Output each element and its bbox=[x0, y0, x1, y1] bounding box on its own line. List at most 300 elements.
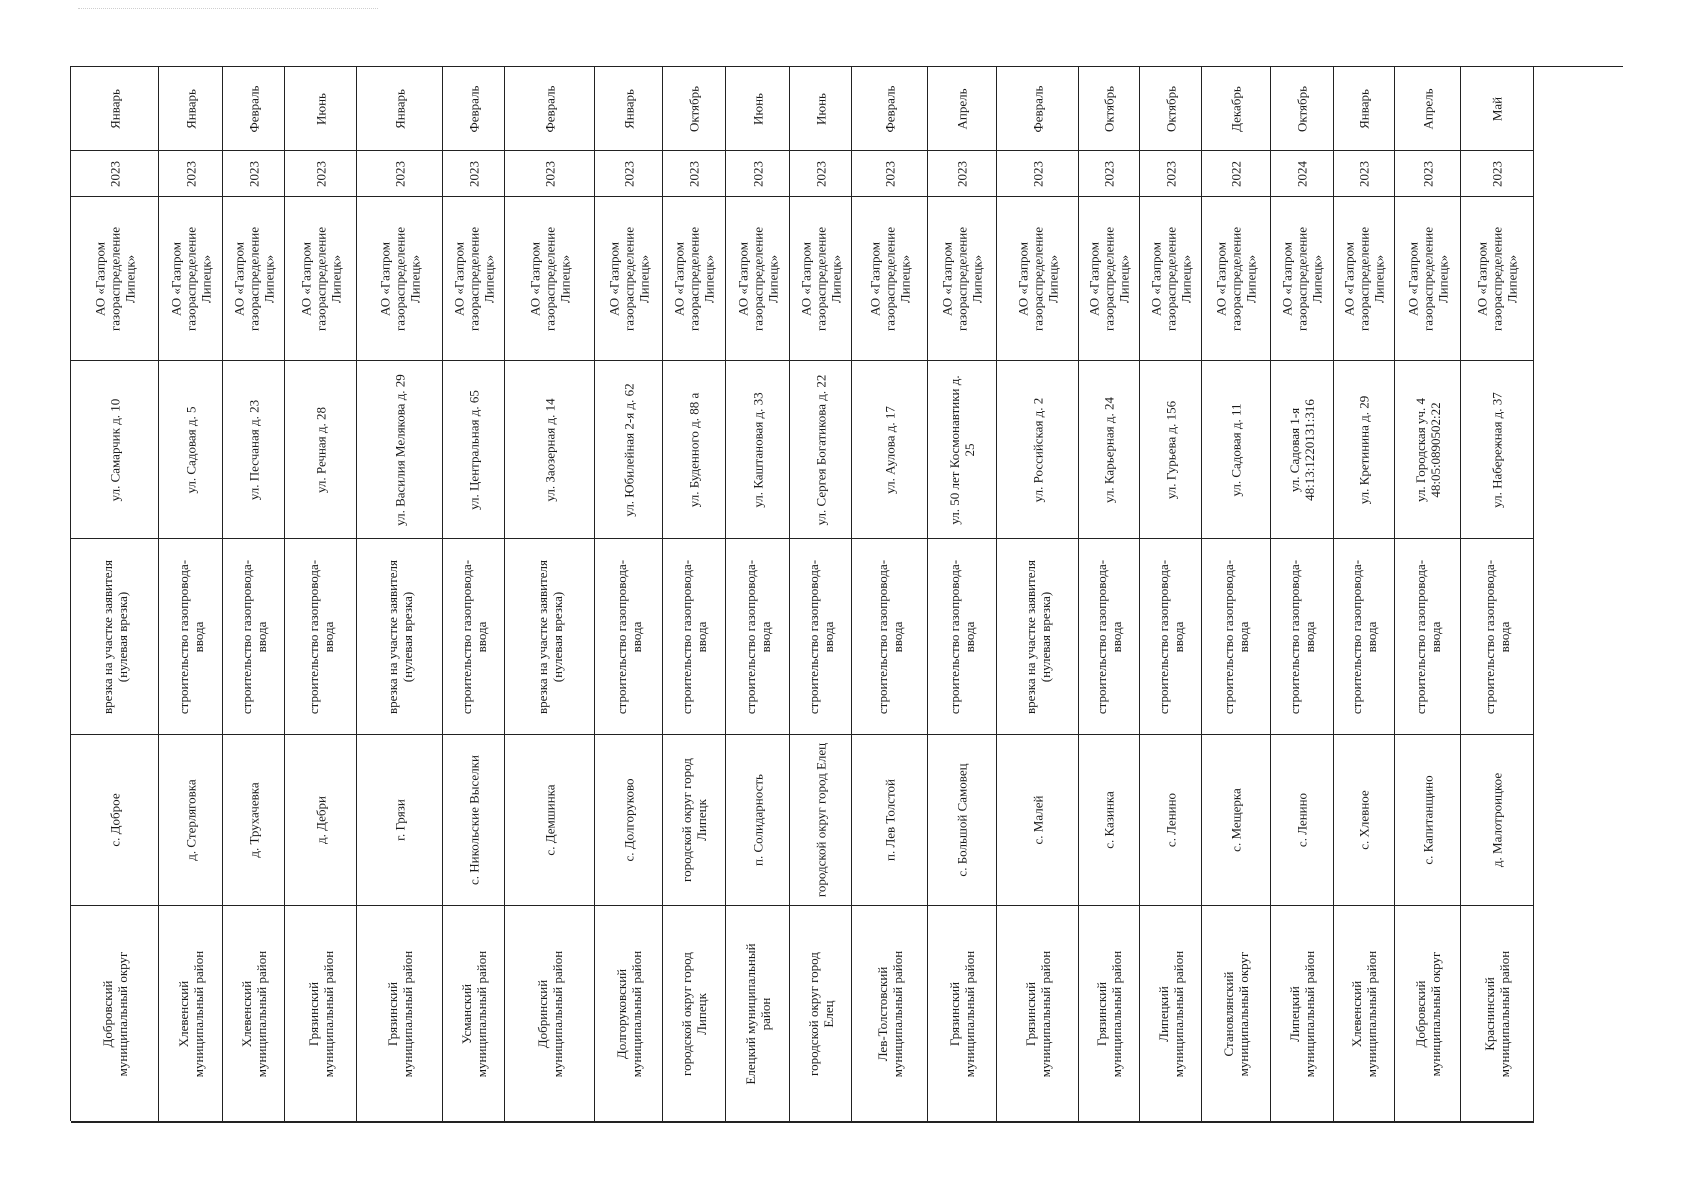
district-cell bbox=[997, 906, 1079, 1122]
work-type-cell-text: строительство газопровода-ввода bbox=[742, 559, 773, 714]
district-cell bbox=[1140, 906, 1202, 1122]
district-cell-text: Лев-Толстовский муниципальный район bbox=[874, 950, 905, 1077]
district-cell bbox=[1079, 906, 1140, 1122]
row-number-cell bbox=[443, 1122, 505, 1123]
row-number-cell bbox=[71, 1122, 159, 1123]
month-cell bbox=[1395, 67, 1461, 151]
year-cell bbox=[71, 151, 159, 197]
row-number-cell bbox=[928, 1122, 997, 1123]
address-cell bbox=[1140, 361, 1202, 539]
district-cell bbox=[1202, 906, 1271, 1122]
month-cell bbox=[726, 67, 790, 151]
row-number-cell-text bbox=[687, 1122, 702, 1123]
organization-cell-text: АО «Газпром газораспределение Липецк» bbox=[1213, 226, 1259, 331]
locality-cell-text: с. Мещерка bbox=[1228, 788, 1244, 852]
district-cell-text: Хлевенский муниципальный район bbox=[175, 950, 206, 1077]
year-cell bbox=[595, 151, 663, 197]
month-cell bbox=[790, 67, 852, 151]
district-cell-text: Долгоруковский муниципальный район bbox=[613, 950, 644, 1077]
work-type-cell-text: строительство газопровода-ввода bbox=[874, 559, 905, 714]
row-number-cell bbox=[1271, 1122, 1334, 1123]
organization-cell-text: АО «Газпром газораспределение Липецк» bbox=[168, 226, 213, 331]
organization-cell-text: АО «Газпром газораспределение Липецк» bbox=[1148, 226, 1193, 331]
month-cell bbox=[1079, 67, 1140, 151]
organization-cell-text: АО «Газпром газораспределение Липецк» bbox=[1474, 226, 1520, 331]
locality-cell-text: д. Дебри bbox=[313, 796, 328, 844]
organization-cell bbox=[852, 197, 928, 361]
organization-cell-text: АО «Газпром газораспределение Липецк» bbox=[377, 226, 422, 331]
locality-cell bbox=[663, 735, 726, 906]
district-cell-text: Грязинский муниципальный район bbox=[305, 950, 336, 1077]
row-number-cell-text bbox=[542, 1122, 557, 1123]
row-number-cell bbox=[663, 1122, 726, 1123]
work-type-cell bbox=[1079, 539, 1140, 735]
month-cell-text: Январь bbox=[183, 88, 198, 129]
locality-cell bbox=[1202, 735, 1271, 906]
month-cell-text: Октябрь bbox=[1294, 85, 1310, 132]
year-cell-text: 2023 bbox=[686, 160, 702, 187]
locality-cell-text: городской округ город Елец bbox=[813, 742, 828, 898]
work-type-cell bbox=[1461, 539, 1534, 735]
row-number-cell bbox=[1461, 1122, 1534, 1123]
locality-cell-text: с. Ленино bbox=[1294, 792, 1310, 848]
district-cell-text: Добринский муниципальный район bbox=[534, 950, 565, 1077]
month-cell-text: Февраль bbox=[542, 85, 557, 132]
address-cell-text: ул. Садовая д. 11 bbox=[1228, 402, 1244, 497]
month-cell bbox=[595, 67, 663, 151]
organization-cell bbox=[1461, 197, 1534, 361]
address-cell-text: ул. Песчаная д. 23 bbox=[246, 399, 261, 500]
work-type-cell-text: врезка на участке заявителя (нулевая врезка) bbox=[384, 559, 415, 714]
table-row bbox=[285, 67, 357, 1123]
year-cell-text: 2023 bbox=[813, 160, 828, 187]
month-cell bbox=[928, 67, 997, 151]
work-type-cell-text: строительство газопровода-ввода bbox=[1349, 559, 1379, 714]
locality-cell bbox=[997, 735, 1079, 906]
month-cell bbox=[285, 67, 357, 151]
work-type-cell-text: строительство газопровода-ввода bbox=[458, 559, 489, 714]
address-cell-text: ул. Буденного д. 88 а bbox=[686, 392, 702, 507]
district-cell-text: Грязинский муниципальный район bbox=[1094, 950, 1124, 1077]
year-cell bbox=[790, 151, 852, 197]
table-row bbox=[997, 67, 1079, 1123]
organization-cell bbox=[1271, 197, 1334, 361]
work-type-cell bbox=[997, 539, 1079, 735]
work-type-cell bbox=[928, 539, 997, 735]
row-number-cell-text bbox=[313, 1122, 328, 1123]
year-cell bbox=[285, 151, 357, 197]
month-cell bbox=[1461, 67, 1534, 151]
month-cell-text: Октябрь bbox=[686, 85, 702, 132]
month-cell-text: Июнь bbox=[313, 92, 328, 125]
table-row bbox=[1334, 67, 1395, 1123]
locality-cell bbox=[790, 735, 852, 906]
locality-cell bbox=[1395, 735, 1461, 906]
district-cell-text: Становлянский муниципальный округ bbox=[1221, 951, 1251, 1076]
organization-cell bbox=[285, 197, 357, 361]
locality-cell-text: городской округ город Липецк bbox=[679, 758, 709, 882]
organization-cell-text: АО «Газпром газораспределение Липецк» bbox=[527, 226, 572, 331]
row-number-cell bbox=[790, 1122, 852, 1123]
district-cell-text: Грязинский муниципальный район bbox=[947, 950, 977, 1077]
row-number-cell bbox=[595, 1122, 663, 1123]
district-cell bbox=[159, 906, 223, 1122]
year-cell bbox=[1461, 151, 1534, 197]
locality-cell-text: п. Солидарность bbox=[750, 774, 765, 866]
table-row bbox=[1271, 67, 1334, 1123]
organization-cell bbox=[1079, 197, 1140, 361]
work-type-cell-text: строительство газопровода-ввода bbox=[305, 559, 336, 714]
scan-artifact bbox=[78, 8, 378, 13]
month-cell bbox=[663, 67, 726, 151]
row-number-cell-text bbox=[1030, 1122, 1045, 1123]
locality-cell-text: с. Малей bbox=[1030, 795, 1045, 845]
locality-cell bbox=[443, 735, 505, 906]
row-number-cell-text bbox=[107, 1122, 122, 1123]
locality-cell-text: с. Большой Самовец bbox=[954, 763, 970, 877]
work-type-cell bbox=[285, 539, 357, 735]
district-cell-text: Добровский муниципальный округ bbox=[99, 951, 130, 1076]
locality-cell-text: с. Капитанщино bbox=[1420, 775, 1435, 865]
work-type-cell-text: строительство газопровода-ввода bbox=[805, 559, 836, 714]
row-number-cell bbox=[997, 1122, 1079, 1123]
row-number-cell bbox=[1334, 1122, 1395, 1123]
month-cell-text: Июнь bbox=[750, 92, 765, 125]
year-cell-text: 2023 bbox=[1356, 160, 1372, 187]
district-cell bbox=[726, 906, 790, 1122]
work-type-cell bbox=[726, 539, 790, 735]
table-row bbox=[726, 67, 790, 1123]
row-number-cell bbox=[1202, 1122, 1271, 1123]
table-row bbox=[1079, 67, 1140, 1123]
work-type-cell-text: строительство газопровода-ввода bbox=[613, 559, 644, 714]
organization-cell-text: АО «Газпром газораспределение Липецк» bbox=[231, 226, 276, 331]
district-cell bbox=[852, 906, 928, 1122]
organization-cell-text: АО «Газпром газораспределение Липецк» bbox=[735, 226, 780, 331]
address-cell-text: ул. Российская д. 2 bbox=[1030, 397, 1045, 502]
organization-cell-text: АО «Газпром газораспределение Липецк» bbox=[298, 226, 343, 331]
row-number-cell-text bbox=[955, 1122, 970, 1123]
locality-cell bbox=[1334, 735, 1395, 906]
work-type-cell-text: строительство газопровода-ввода bbox=[1094, 559, 1124, 714]
locality-cell-text: с. Никольские Выселки bbox=[466, 755, 481, 885]
address-cell bbox=[71, 361, 159, 539]
month-cell-text: Июнь bbox=[813, 92, 828, 125]
work-type-cell bbox=[357, 539, 443, 735]
organization-cell bbox=[223, 197, 285, 361]
year-cell-text: 2022 bbox=[1228, 160, 1244, 187]
address-cell bbox=[997, 361, 1079, 539]
work-type-cell-text: строительство газопровода-ввода bbox=[238, 559, 269, 714]
year-cell bbox=[852, 151, 928, 197]
year-cell-text: 2023 bbox=[246, 160, 261, 187]
address-cell-text: ул. 50 лет Космонавтики д. 25 bbox=[947, 374, 977, 525]
year-cell bbox=[726, 151, 790, 197]
organization-cell-text: АО «Газпром газораспределение Липецк» bbox=[671, 226, 717, 331]
table-row bbox=[159, 67, 223, 1123]
month-cell bbox=[71, 67, 159, 151]
address-cell bbox=[1334, 361, 1395, 539]
organization-cell bbox=[1202, 197, 1271, 361]
year-cell bbox=[159, 151, 223, 197]
table-row bbox=[443, 67, 505, 1123]
address-cell bbox=[505, 361, 595, 539]
address-cell-text: ул. Гурьева д. 156 bbox=[1163, 400, 1178, 499]
address-cell bbox=[443, 361, 505, 539]
district-cell bbox=[595, 906, 663, 1122]
district-cell-text: Грязинский муниципальный район bbox=[384, 950, 415, 1077]
locality-cell bbox=[357, 735, 443, 906]
row-number-cell-text bbox=[1102, 1122, 1117, 1123]
year-cell-text: 2023 bbox=[107, 160, 122, 187]
month-cell-text: Октябрь bbox=[1163, 85, 1178, 132]
year-cell bbox=[1140, 151, 1202, 197]
year-cell bbox=[223, 151, 285, 197]
locality-cell-text: с. Долгоруково bbox=[621, 778, 636, 862]
district-cell bbox=[505, 906, 595, 1122]
work-type-cell-text: строительство газопровода-ввода bbox=[1412, 559, 1443, 714]
row-number-cell-text bbox=[621, 1122, 636, 1123]
row-number-cell-text bbox=[813, 1122, 828, 1123]
month-cell-text: Январь bbox=[392, 88, 407, 129]
year-cell bbox=[443, 151, 505, 197]
month-cell-text: Май bbox=[1489, 96, 1505, 121]
locality-cell bbox=[285, 735, 357, 906]
district-cell-text: Грязинский муниципальный район bbox=[1022, 950, 1053, 1077]
address-cell-text: ул. Садовая 1-я 48:13:1220131:316 bbox=[1287, 398, 1317, 501]
month-cell bbox=[443, 67, 505, 151]
row-number-cell-text bbox=[750, 1122, 765, 1123]
year-cell bbox=[357, 151, 443, 197]
table-row bbox=[1461, 67, 1534, 1123]
work-type-cell bbox=[790, 539, 852, 735]
year-cell bbox=[1202, 151, 1271, 197]
work-type-cell bbox=[1395, 539, 1461, 735]
organization-cell bbox=[443, 197, 505, 361]
month-cell-text: Февраль bbox=[246, 85, 261, 132]
organization-cell bbox=[505, 197, 595, 361]
organization-cell-text: АО «Газпром газораспределение Липецк» bbox=[606, 226, 651, 331]
address-cell bbox=[1271, 361, 1334, 539]
organization-cell bbox=[928, 197, 997, 361]
organization-cell bbox=[663, 197, 726, 361]
row-number-cell-text bbox=[392, 1122, 407, 1123]
row-number-cell bbox=[1079, 1122, 1140, 1123]
year-cell-text: 2023 bbox=[1420, 160, 1435, 187]
locality-cell-text: п. Лев Толстой bbox=[882, 779, 897, 861]
address-cell bbox=[1461, 361, 1534, 539]
work-type-cell bbox=[1140, 539, 1202, 735]
work-type-cell bbox=[1334, 539, 1395, 735]
address-cell-text: ул. Речная д. 28 bbox=[313, 406, 328, 493]
organization-cell bbox=[790, 197, 852, 361]
month-cell bbox=[1202, 67, 1271, 151]
row-number-cell-text bbox=[1420, 1122, 1435, 1123]
organization-cell bbox=[1334, 197, 1395, 361]
row-number-cell bbox=[1140, 1122, 1202, 1123]
row-number-cell bbox=[1395, 1122, 1461, 1123]
work-type-cell-text: врезка на участке заявителя (нулевая врезка) bbox=[99, 559, 130, 714]
address-cell bbox=[663, 361, 726, 539]
row-number-cell-text bbox=[882, 1122, 897, 1123]
month-cell bbox=[505, 67, 595, 151]
address-cell bbox=[159, 361, 223, 539]
locality-cell-text: д. Трухачевка bbox=[246, 782, 261, 858]
district-cell-text: Липецкий муниципальный район bbox=[1287, 950, 1317, 1077]
month-cell bbox=[1140, 67, 1202, 151]
table-row bbox=[357, 67, 443, 1123]
district-cell bbox=[443, 906, 505, 1122]
locality-cell bbox=[595, 735, 663, 906]
district-cell bbox=[1395, 906, 1461, 1122]
month-cell bbox=[1334, 67, 1395, 151]
district-cell bbox=[1334, 906, 1395, 1122]
work-type-cell bbox=[595, 539, 663, 735]
row-number-cell-text bbox=[1490, 1122, 1505, 1123]
organization-cell bbox=[357, 197, 443, 361]
district-cell-text: Краснинский муниципальный район bbox=[1482, 950, 1512, 1077]
locality-cell bbox=[1271, 735, 1334, 906]
year-cell-text: 2023 bbox=[954, 160, 970, 187]
address-cell bbox=[852, 361, 928, 539]
work-type-cell-text: врезка на участке заявителя (нулевая врезка) bbox=[534, 559, 565, 714]
organization-cell bbox=[1140, 197, 1202, 361]
year-cell-text: 2023 bbox=[1030, 160, 1045, 187]
organization-cell-text: АО «Газпром газораспределение Липецк» bbox=[1341, 226, 1387, 331]
district-cell bbox=[285, 906, 357, 1122]
locality-cell-text: д. Стерляговка bbox=[183, 779, 198, 861]
district-cell-text: Добровский муниципальный округ bbox=[1412, 951, 1443, 1076]
table-row bbox=[505, 67, 595, 1123]
address-cell bbox=[357, 361, 443, 539]
month-cell-text: Январь bbox=[1356, 88, 1372, 129]
year-cell bbox=[1334, 151, 1395, 197]
work-type-cell bbox=[852, 539, 928, 735]
locality-cell-text: д. Малотроицкое bbox=[1489, 772, 1505, 868]
month-cell bbox=[997, 67, 1079, 151]
table-row bbox=[595, 67, 663, 1123]
year-cell bbox=[505, 151, 595, 197]
month-cell bbox=[357, 67, 443, 151]
row-number-cell bbox=[852, 1122, 928, 1123]
address-cell-text: ул. Аулова д. 17 bbox=[882, 405, 897, 494]
row-number-cell bbox=[357, 1122, 443, 1123]
address-cell-text: ул. Центральная д. 65 bbox=[466, 389, 481, 510]
district-cell bbox=[223, 906, 285, 1122]
work-type-cell-text: строительство газопровода-ввода bbox=[947, 559, 977, 714]
row-number-cell bbox=[223, 1122, 285, 1123]
organization-cell bbox=[1395, 197, 1461, 361]
table-row bbox=[71, 67, 159, 1123]
address-cell-text: ул. Самарчик д. 10 bbox=[107, 398, 122, 501]
district-cell bbox=[1271, 906, 1334, 1122]
year-cell-text: 2023 bbox=[466, 160, 481, 187]
table-row bbox=[928, 67, 997, 1123]
district-cell bbox=[790, 906, 852, 1122]
organization-cell-text: АО «Газпром газораспределение Липецк» bbox=[1405, 226, 1450, 331]
locality-cell-text: с. Хлевное bbox=[1356, 790, 1372, 850]
year-cell-text: 2023 bbox=[1101, 160, 1117, 187]
year-cell bbox=[928, 151, 997, 197]
row-number-cell-text bbox=[1163, 1122, 1178, 1123]
work-type-cell bbox=[223, 539, 285, 735]
year-cell bbox=[1271, 151, 1334, 197]
year-cell-text: 2023 bbox=[542, 160, 557, 187]
work-type-cell-text: строительство газопровода-ввода bbox=[1482, 559, 1512, 714]
year-cell-text: 2023 bbox=[882, 160, 897, 187]
address-cell-text: ул. Набережная д. 37 bbox=[1489, 391, 1505, 508]
address-cell-text: ул. Заозерная д. 14 bbox=[542, 397, 557, 502]
work-type-cell bbox=[443, 539, 505, 735]
work-type-cell bbox=[71, 539, 159, 735]
row-number-cell-text bbox=[246, 1122, 261, 1123]
organization-cell-text: АО «Газпром газораспределение Липецк» bbox=[939, 226, 985, 331]
work-type-cell bbox=[159, 539, 223, 735]
year-cell-text: 2023 bbox=[621, 160, 636, 187]
work-type-cell bbox=[505, 539, 595, 735]
row-number-cell-text bbox=[1295, 1122, 1310, 1123]
table-row bbox=[1140, 67, 1202, 1123]
work-type-cell bbox=[1202, 539, 1271, 735]
address-cell bbox=[595, 361, 663, 539]
address-cell-text: ул. Василия Мелякова д. 29 bbox=[392, 373, 407, 526]
month-cell-text: Декабрь bbox=[1228, 85, 1244, 132]
district-cell bbox=[357, 906, 443, 1122]
year-cell-text: 2023 bbox=[313, 160, 328, 187]
district-cell bbox=[71, 906, 159, 1122]
locality-cell bbox=[928, 735, 997, 906]
table-row bbox=[1395, 67, 1461, 1123]
month-cell bbox=[852, 67, 928, 151]
work-type-cell-text: строительство газопровода-ввода bbox=[175, 559, 206, 714]
organization-cell bbox=[159, 197, 223, 361]
row-number-cell-text bbox=[1229, 1122, 1244, 1123]
row-number-cell bbox=[505, 1122, 595, 1123]
locality-cell bbox=[159, 735, 223, 906]
address-cell-text: ул. Карьерная д. 24 bbox=[1101, 396, 1117, 503]
locality-cell-text: г. Грязи bbox=[392, 799, 407, 841]
district-cell-text: городской округ город Липецк bbox=[679, 951, 709, 1076]
row-number-cell bbox=[726, 1122, 790, 1123]
district-cell-text: Хлевенский муниципальный район bbox=[238, 950, 269, 1077]
district-cell-text: Липецкий муниципальный район bbox=[1155, 950, 1186, 1077]
year-cell-text: 2023 bbox=[183, 160, 198, 187]
address-cell-text: ул. Юбилейная 2-я д. 62 bbox=[621, 382, 636, 517]
district-cell bbox=[1461, 906, 1534, 1122]
month-cell bbox=[159, 67, 223, 151]
district-cell-text: Хлевенский муниципальный район bbox=[1349, 950, 1379, 1077]
table-row bbox=[790, 67, 852, 1123]
month-cell-text: Февраль bbox=[1030, 85, 1045, 132]
month-cell-text: Апрель bbox=[954, 87, 970, 130]
locality-cell bbox=[1079, 735, 1140, 906]
work-type-cell-text: строительство газопровода-ввода bbox=[679, 559, 709, 714]
address-cell bbox=[726, 361, 790, 539]
work-type-cell-text: строительство газопровода-ввода bbox=[1221, 559, 1251, 714]
locality-cell bbox=[1461, 735, 1534, 906]
address-cell bbox=[285, 361, 357, 539]
year-cell-text: 2023 bbox=[392, 160, 407, 187]
work-type-cell-text: строительство газопровода-ввода bbox=[1155, 559, 1186, 714]
address-cell-text: ул. Городская уч. 4 48:05:0890502:22 bbox=[1412, 397, 1443, 502]
month-cell-text: Февраль bbox=[466, 85, 481, 132]
locality-cell-text: с. Ленино bbox=[1163, 792, 1178, 848]
gas-connection-table bbox=[70, 66, 1623, 1121]
locality-cell bbox=[223, 735, 285, 906]
month-cell-text: Январь bbox=[621, 88, 636, 129]
table-row bbox=[852, 67, 928, 1123]
district-cell-text: городской округ город Елец bbox=[805, 951, 836, 1076]
